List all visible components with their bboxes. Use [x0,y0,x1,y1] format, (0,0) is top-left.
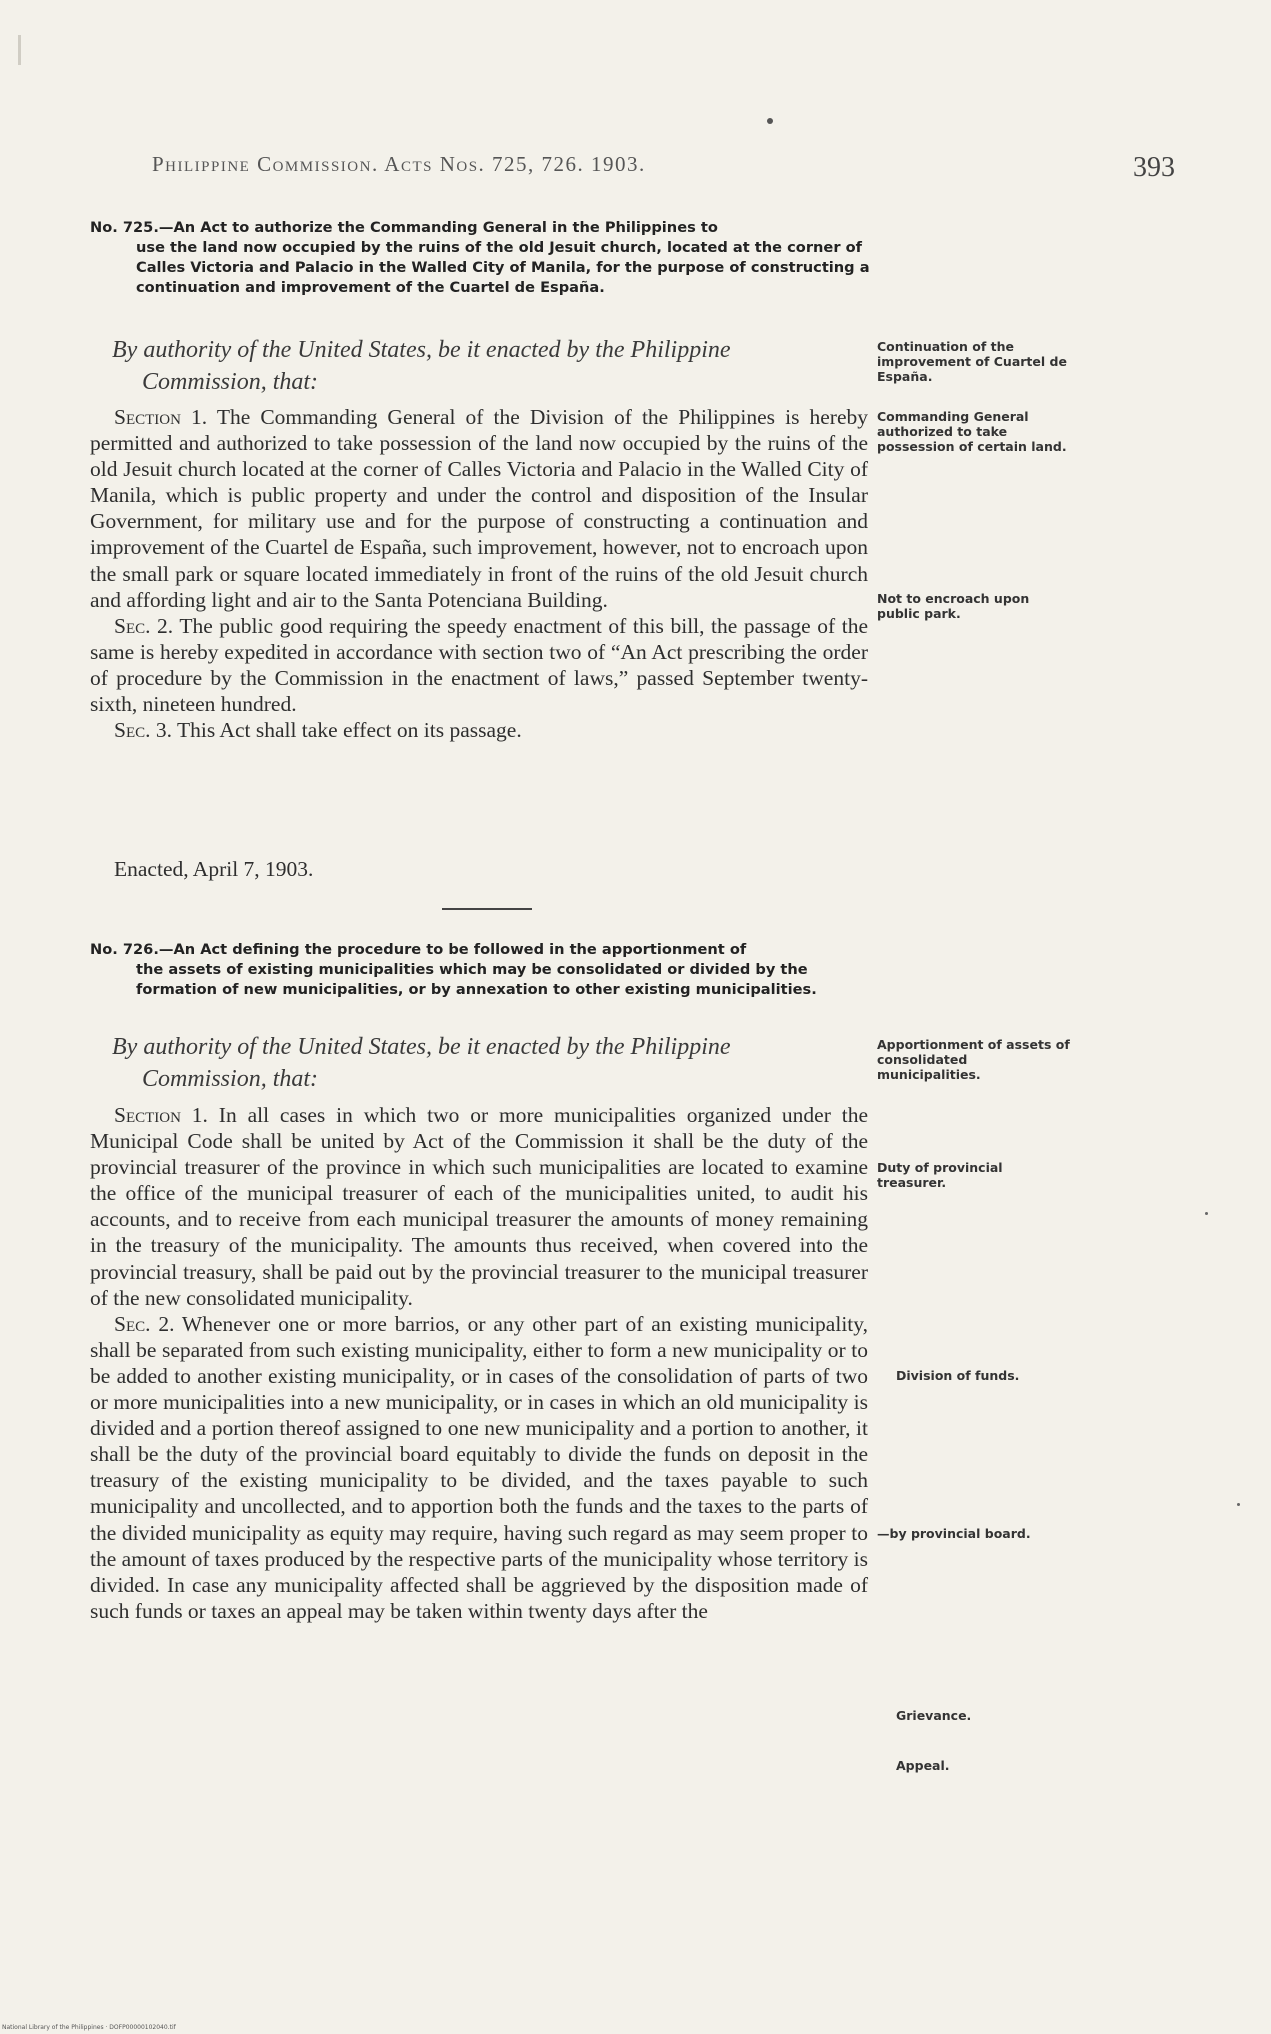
section-divider [442,908,532,910]
act-725-enacted-date: Enacted, April 7, 1903. [114,857,314,881]
section-label: Section 1. [114,405,208,429]
section-text: In all cases in which two or more municipalities organized under the Municipal Code shall be united by Act of the Commission it shall be the duty of the provincial treasurer of the province in which such municipalities are located to examine the office of the municipal treasurer of each of the municipalities united, to audit his accounts, and to receive from each municipal treasurer the amounts of money remaining in the treasury of the municipality. The amounts thus received, when covered into the provincial treasury, shall be paid out by the provincial treasurer to the municipal treasurer of the new consolidated municipality. [90,1103,868,1310]
act-726-title-rest: the assets of existing municipalities which may be consolidated or divided by the formation of new municipalities, or by annexation to other existing municipalities. [136,961,817,998]
act-726-body [90,1102,868,1624]
section-text: This Act shall take effect on its passage. [177,718,522,743]
act-725-section-3 [90,717,868,743]
act-726-enacting-clause [112,1031,872,1095]
scan-dot [767,118,773,124]
act-726-enact-line1: By authority of the United States, be it enacted by the Philippine [112,1034,731,1060]
act-725-body [90,404,868,743]
margin-note-apportionment: Apportionment of assets of consolidated municipalities. [877,1037,1070,1082]
margin-note-division: Division of funds. [896,1368,1020,1383]
section-text: Whenever one or more barrios, or any other part of an existing municipality, shall be separated from such existing municipality, either to form a new municipality or to be added to another existing municipality, or in cases of the consolidation of parts of two or more municipalities into a new municipality, or in cases in which an old municipality is divided and a portion thereof assigned to one new municipality and a portion to another, it shall be the duty of the provincial board equitably to divide the funds on deposit in the treasury of the existing municipality to be divided, and the taxes payable to such municipality and uncollected, and to apportion both the funds and the taxes to the parts of the divided municipality as equity may require, having such regard as may seem proper to the amount of taxes produced by the respective parts of the municipality whose territory is divided. In case any municipality affected shall be aggrieved by the disposition made of such funds or taxes an appeal may be taken within twenty days after the [90,1311,868,1623]
act-725-enact-line2: Commission, that: [142,369,319,395]
margin-note-appeal: Appeal. [896,1758,950,1773]
scan-edge-mark [18,35,21,65]
section-label: Sec. 2. [114,1311,175,1336]
margin-note-commanding: Commanding General authorized to take possession of certain land. [877,409,1067,454]
act-725-section-1 [90,404,868,613]
act-725-enacting-clause [112,334,872,398]
margin-note-by-board: —by provincial board. [877,1526,1031,1541]
act-726-section-2 [90,1311,868,1624]
margin-note-continuation: Continuation of the improvement of Cuartel de España. [877,339,1067,384]
section-label: Sec. 2. [114,613,174,638]
act-725-title-rest: use the land now occupied by the ruins of the old Jesuit church, located at the corner of Calles Victoria and Palacio in the Walled City of Manila, for the purpose of constructing a continuation and improvement of the Cuartel de España. [136,239,870,296]
act-725-enact-line1: By authority of the United States, be it enacted by the Philippine [112,337,731,363]
section-text: The Commanding General of the Division of the Philippines is hereby permitted and authorized to take possession of the land now occupied by the ruins of the old Jesuit church located at the corner of Calles Victoria and Palacio in the Walled City of Manila, which is public property and under the control and disposition of the Insular Government, for military use and for the purpose of constructing a continuation and improvement of the Cuartel de España, such improvement, however, not to encroach upon the small park or square located immediately in front of the ruins of the old Jesuit church and affording light and air to the Santa Potenciana Building. [90,405,868,612]
scan-footer: National Library of the Philippines · DOFP00000102040.tif [2,2024,176,2031]
act-726-enact-line2: Commission, that: [142,1066,319,1092]
act-726-title-line1: No. 726.—An Act defining the procedure to be followed in the apportionment of [90,941,747,958]
margin-note-duty: Duty of provincial treasurer. [877,1160,1003,1190]
act-725-title-line1: No. 725.—An Act to authorize the Commanding General in the Philippines to [90,219,718,236]
act-726-title [90,940,875,1000]
section-text: The public good requiring the speedy enactment of this bill, the passage of the same is hereby expedited in accordance with section two of “An Act prescribing the order of procedure by the Commission in the enactment of laws,” passed September twenty-sixth, nineteen hundred. [90,613,868,717]
act-726-section-1 [90,1102,868,1311]
section-label: Sec. 3. [114,718,172,743]
act-725-title [90,218,875,298]
running-title: Philippine Commission. Acts Nos. 725, 726. 1903. [152,152,646,176]
scan-speck [1205,1212,1208,1215]
margin-note-encroach: Not to encroach upon public park. [877,591,1030,621]
page-number: 393 [1133,152,1175,183]
scan-speck [1237,1503,1240,1506]
section-label: Section 1. [114,1103,208,1127]
act-725-section-2 [90,613,868,717]
margin-note-grievance: Grievance. [896,1708,972,1723]
